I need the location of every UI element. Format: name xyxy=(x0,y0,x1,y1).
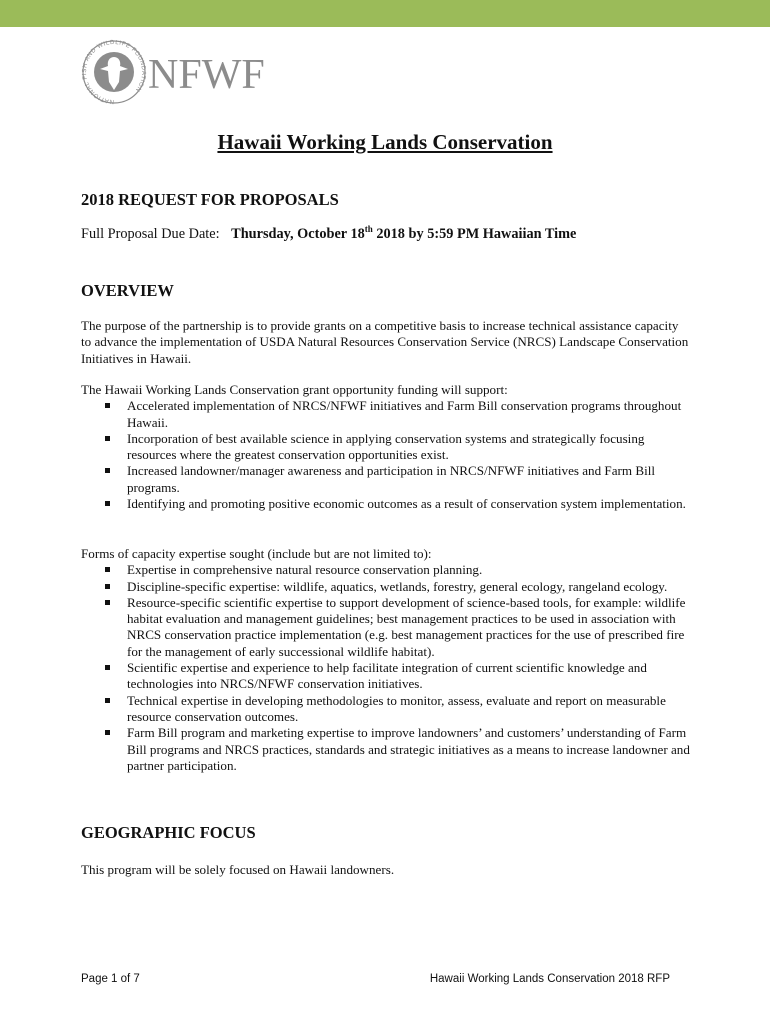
footer-document-name: Hawaii Working Lands Conservation 2018 RFP xyxy=(429,973,670,985)
bullet-square-icon xyxy=(105,468,110,473)
bullet-square-icon xyxy=(105,698,110,703)
geographic-heading: GEOGRAPHIC FOCUS xyxy=(81,823,256,842)
bullet-text: Resource-specific scientific expertise to support development of science-based tools, for example: wildlife habitat evaluation and management guidelines; best management practices to be used in association with NRCS conservation practice implementation (e.g. best management practices for the use of prescribed fire for the management of early successional wildlife habitat). xyxy=(127,594,686,659)
bullet-item xyxy=(81,693,691,726)
support-list xyxy=(81,398,691,512)
bullet-item xyxy=(81,496,691,512)
nfwf-logo xyxy=(78,38,278,108)
bullet-item xyxy=(81,431,691,464)
bullet-text: Incorporation of best available science in applying conservation systems and strategically focusing resources where the greatest conservation opportunities exist. xyxy=(127,430,645,463)
bullet-item xyxy=(81,398,691,431)
bullet-square-icon xyxy=(105,567,110,572)
bullet-text: Scientific expertise and experience to help facilitate integration of current scientific knowledge and technologies into NRCS/NFWF conservation initiatives. xyxy=(127,660,647,692)
footer-page-number: Page 1 of 7 xyxy=(81,973,140,985)
bullet-item xyxy=(81,725,691,774)
support-list-block xyxy=(81,382,691,512)
bullet-square-icon xyxy=(105,501,110,506)
logo-ring-text: NATIONAL FISH AND WILDLIFE FOUNDATION xyxy=(81,39,147,105)
bullet-square-icon xyxy=(105,600,110,605)
due-date-value: Thursday, October 18th 2018 by 5:59 PM Hawaiian Time xyxy=(231,224,577,242)
overview-heading: OVERVIEW xyxy=(81,281,174,300)
bullet-text: Technical expertise in developing methodologies to monitor, assess, evaluate and report on measurable resource conservation outcomes. xyxy=(127,692,666,724)
bullet-text: Identifying and promoting positive economic outcomes as a result of conservation system implementation. xyxy=(127,496,686,512)
due-date-line xyxy=(81,226,576,243)
bullet-square-icon xyxy=(105,436,110,441)
due-date-label: Full Proposal Due Date: xyxy=(81,226,220,242)
bullet-text: Expertise in comprehensive natural resource conservation planning. xyxy=(127,562,483,578)
top-color-band xyxy=(0,0,770,27)
bullet-text: Farm Bill program and marketing expertise to improve landowners’ and customers’ understanding of Farm Bill programs and NRCS practices, standards and strategic initiatives as a means to increase landowner and partner participation. xyxy=(127,725,690,773)
bullet-item xyxy=(81,660,691,693)
bullet-item xyxy=(81,579,691,595)
bullet-item xyxy=(81,463,691,496)
bullet-square-icon xyxy=(105,584,110,589)
document-title: Hawaii Working Lands Conservation xyxy=(217,130,553,154)
forms-intro: Forms of capacity expertise sought (include but are not limited to): xyxy=(81,546,432,561)
bullet-text: Accelerated implementation of NRCS/NFWF initiatives and Farm Bill conservation programs throughout Hawaii. xyxy=(127,398,682,430)
bullet-text: Increased landowner/manager awareness and participation in NRCS/NFWF initiatives and Farm Bill programs. xyxy=(127,463,655,495)
rfp-heading: 2018 REQUEST FOR PROPOSALS xyxy=(81,190,339,209)
overview-paragraph: The purpose of the partnership is to provide grants on a competitive basis to increase technical assistance capacity to advance the implementation of USDA Natural Resources Conservation Service (NRCS) Landscape Conservation Initiatives in Hawaii. xyxy=(81,318,689,366)
geographic-paragraph: This program will be solely focused on Hawaii landowners. xyxy=(81,862,395,877)
bullet-item xyxy=(81,595,691,660)
bullet-square-icon xyxy=(105,403,110,408)
bullet-text: Discipline-specific expertise: wildlife, aquatics, wetlands, forestry, general ecology, rangeland ecology. xyxy=(127,578,668,594)
bullet-item xyxy=(81,562,691,578)
bullet-square-icon xyxy=(105,730,110,735)
forms-list-block xyxy=(81,546,691,774)
bullet-square-icon xyxy=(105,665,110,670)
logo-wordmark: NFWF xyxy=(148,52,265,98)
forms-list xyxy=(81,562,691,774)
support-intro: The Hawaii Working Lands Conservation grant opportunity funding will support: xyxy=(81,382,508,397)
